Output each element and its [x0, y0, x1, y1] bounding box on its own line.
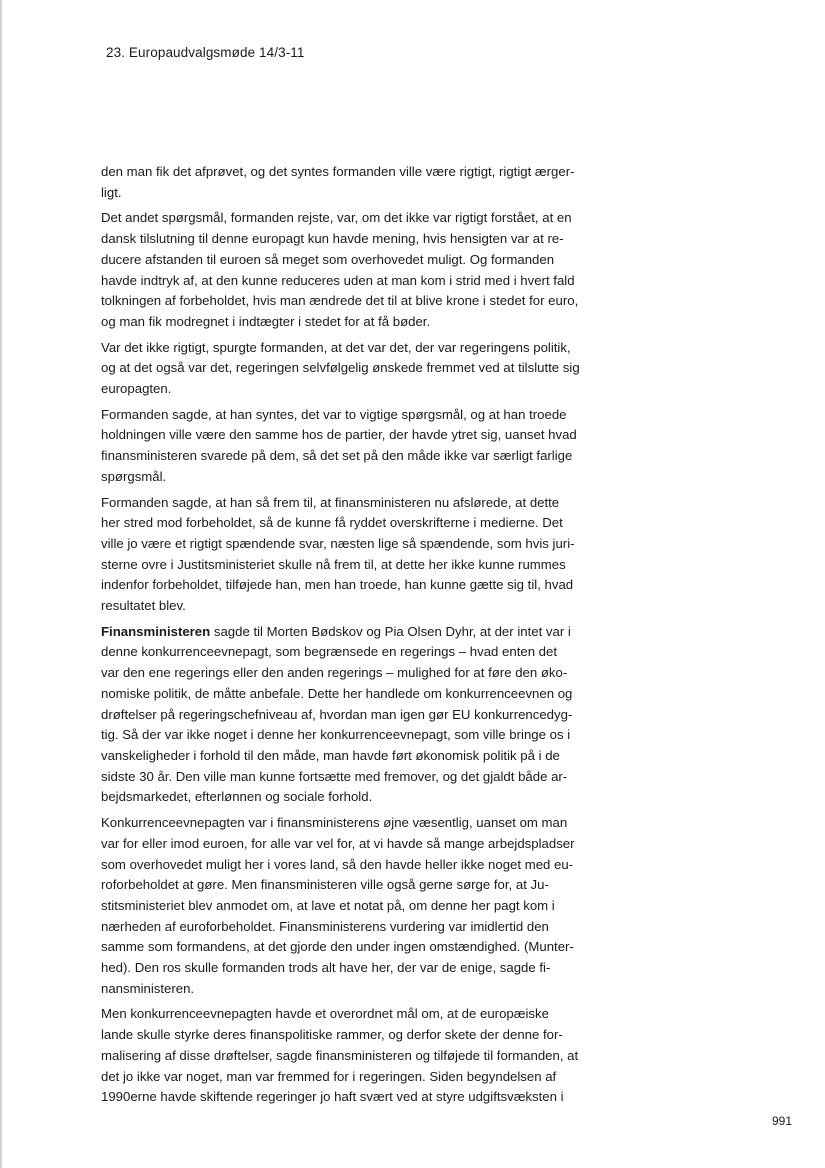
- paragraph-line: var den ene regerings eller den anden regerings – mulighed for at føre den øko-: [101, 665, 568, 681]
- paragraph-line: tolkningen af forbeholdet, hvis man ændrede det til at blive krone i stedet for euro,: [101, 293, 579, 309]
- paragraph-line: hed). Den ros skulle formanden trods alt have her, der var de enige, sagde fi-: [101, 960, 551, 976]
- paragraph: [101, 338, 589, 400]
- paragraph: [101, 1004, 589, 1108]
- paragraph-line: dansk tilslutning til denne europagt kun havde mening, hvis hensigten var at re-: [101, 231, 564, 247]
- paragraph-line: ligt.: [101, 184, 122, 200]
- paragraph-line: indenfor forbeholdet, tilføjede han, men han troede, han kunne gætte sig til, hvad: [101, 577, 574, 593]
- body-text: [101, 162, 589, 1113]
- paragraph-line: ducere afstanden til euroen så meget som overhovedet muligt. Og formanden: [101, 251, 555, 267]
- paragraph-line: nansministeren.: [101, 980, 195, 996]
- paragraph-line: holdningen ville være den samme hos de partier, der havde ytret sig, uanset hvad: [101, 427, 577, 443]
- paragraph: [101, 162, 589, 203]
- paragraph-line: nomiske politik, de måtte anbefale. Dette her handlede om konkurrenceevnen og: [101, 685, 573, 701]
- paragraph-line: spørgsmål.: [101, 468, 167, 484]
- paragraph-line: havde indtryk af, at den kunne reduceres uden at man kom i strid med i hvert fald: [101, 272, 575, 288]
- paragraph-line: [101, 622, 589, 643]
- scan-edge: [0, 0, 2, 1168]
- paragraph-line: denne konkurrenceevnepagt, som begrænsede en regerings – hvad enten det: [101, 644, 558, 660]
- paragraph: [101, 622, 589, 808]
- paragraph-line: ville jo være et rigtigt spændende svar, næsten lige så spændende, som hvis juri-: [101, 535, 575, 551]
- paragraph-line: vanskeligheder i forhold til den måde, man havde ført økonomisk politik på i de: [101, 747, 560, 763]
- paragraph: [101, 405, 589, 488]
- speaker-name: Finansministeren: [101, 623, 211, 639]
- paragraph-line: den man fik det afprøvet, og det syntes formanden ville være rigtigt, rigtigt ærger-: [101, 164, 575, 179]
- paragraph-line: malisering af disse drøftelser, sagde finansministeren og tilføjede til formanden, at: [101, 1047, 579, 1063]
- paragraph: [101, 493, 589, 617]
- paragraph-line: drøftelser på regeringschefniveau af, hvordan man igen gør EU konkurrencedyg-: [101, 706, 573, 722]
- paragraph-line: Men konkurrenceevnepagten havde et overordnet mål om, at de europæiske: [101, 1006, 549, 1022]
- paragraph-line: lande skulle styrke deres finanspolitiske rammer, og derfor skete der denne for-: [101, 1027, 563, 1043]
- paragraph-line: Konkurrenceevnepagten var i finansministerens øjne væsentlig, uanset om man: [101, 815, 568, 831]
- paragraph-line: Formanden sagde, at han syntes, det var to vigtige spørgsmål, og at han troede: [101, 406, 567, 422]
- paragraph-line: tig. Så der var ikke noget i denne her konkurrenceevnepagt, som ville bringe os i: [101, 727, 571, 743]
- page-number: 991: [772, 1114, 793, 1128]
- paragraph-line: 1990erne havde skiftende regeringer jo haft svært ved at styre udgiftsvæksten i: [101, 1089, 564, 1105]
- paragraph-line: og at det også var det, regeringen selvfølgelig ønskede fremmet ved at tilslutte sig: [101, 360, 580, 376]
- paragraph-line: sidste 30 år. Den ville man kunne fortsætte med fremover, og det gjaldt både ar-: [101, 768, 568, 784]
- running-header: 23. Europaudvalgsmøde 14/3-11: [106, 45, 305, 60]
- paragraph-line: roforbeholdet at gøre. Men finansministeren ville også gerne sørge for, at Ju-: [101, 877, 549, 893]
- paragraph-line: Var det ikke rigtigt, spurgte formanden, at det var det, der var regeringens politik,: [101, 339, 571, 355]
- paragraph-line: var for eller imod euroen, for alle var vel for, at vi havde så mange arbejdspladser: [101, 835, 575, 851]
- paragraph-line: nærheden af euroforbeholdet. Finansministerens vurdering var imidlertid den: [101, 918, 549, 934]
- speaker-line-rest: sagde til Morten Bødskov og Pia Olsen Dyhr, at der intet var i: [210, 623, 571, 639]
- paragraph-line: resultatet blev.: [101, 598, 186, 614]
- paragraph-line: Formanden sagde, at han så frem til, at finansministeren nu afslørede, at dette: [101, 494, 560, 510]
- paragraph-line: det jo ikke var noget, man var fremmed for i regeringen. Siden begyndelsen af: [101, 1068, 557, 1084]
- paragraph-line: og man fik modregnet i indtægter i stedet for at få bøder.: [101, 313, 431, 329]
- paragraph-line: Det andet spørgsmål, formanden rejste, var, om det ikke var rigtigt forstået, at en: [101, 210, 572, 226]
- paragraph-line: som overhovedet muligt her i vores land, så den havde heller ikke noget med eu-: [101, 856, 574, 872]
- paragraph-line: stitsministeriet blev anmodet om, at lave et notat på, om denne her pagt kom i: [101, 897, 555, 913]
- paragraph-line: bejdsmarkedet, efterlønnen og sociale forhold.: [101, 789, 373, 805]
- paragraph: [101, 208, 589, 332]
- paragraph-line: sterne ovre i Justitsministeriet skulle nå frem til, at dette her ikke kunne rummes: [101, 556, 566, 572]
- paragraph-line: samme som formandens, at det gjorde den under ingen omstændighed. (Munter-: [101, 939, 574, 955]
- paragraph-line: europagten.: [101, 381, 172, 397]
- paragraph-line: finansministeren svarede på dem, så det set på den måde ikke var særligt farlige: [101, 448, 573, 464]
- paragraph-line: her stred mod forbeholdet, så de kunne få ryddet overskrifterne i medierne. Det: [101, 515, 563, 531]
- paragraph: [101, 813, 589, 999]
